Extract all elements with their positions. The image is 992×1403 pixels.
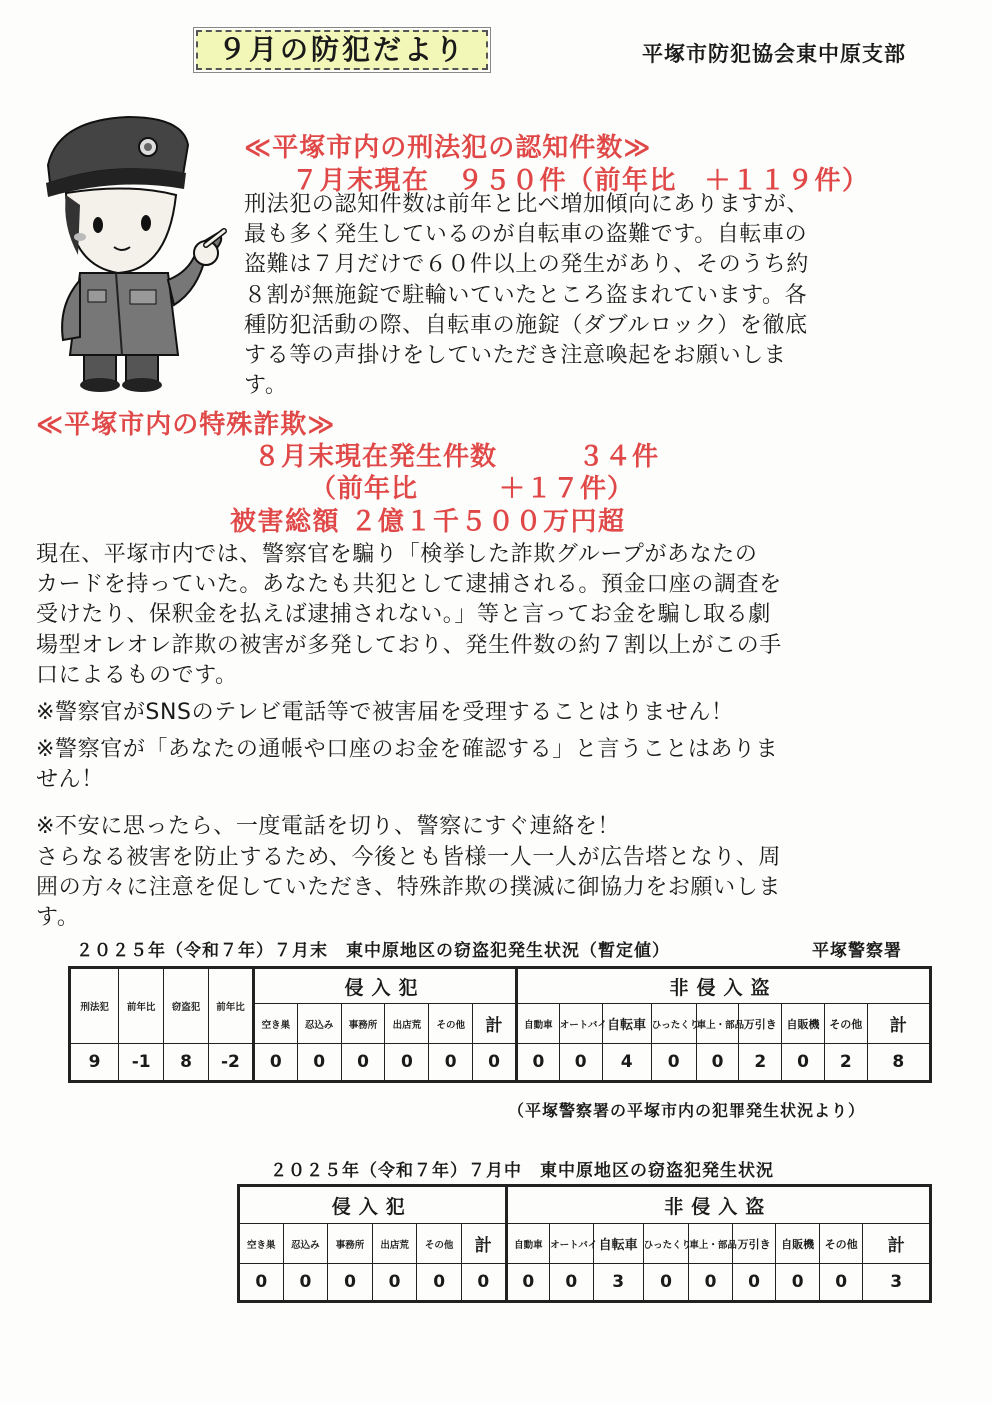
value-cell: 0 <box>689 1264 733 1302</box>
note-account: ※警察官が「あなたの通帳や口座のお金を確認する」と言うことはありま せん！ <box>36 737 779 793</box>
value-cell: 0 <box>506 1264 550 1302</box>
table1-footnote: （平塚警察署の平塚市内の犯罪発生状況より） <box>508 1101 866 1120</box>
value-cell: 0 <box>341 1044 385 1082</box>
group-header-non-intrusion: 非侵入盗 <box>516 968 930 1004</box>
header-cell: その他 <box>824 1004 867 1044</box>
paragraph-line: 最も多く発生しているのが自転車の盗難です。自転車の <box>244 222 808 248</box>
header-cell: 自動車 <box>516 1004 559 1044</box>
section1-status: ７月末現在 ９５０件（前年比 ＋１１９件） <box>292 166 870 196</box>
table2 <box>237 1184 932 1303</box>
value-cell: 0 <box>239 1264 284 1302</box>
paragraph-line: 現在、平塚市内では、警察官を騙り「検挙した詐欺グループがあなたの <box>36 542 758 567</box>
header-cell: その他 <box>429 1004 473 1044</box>
header-cell: 出店荒 <box>385 1004 429 1044</box>
header-cell: 前年比 <box>209 968 254 1044</box>
value-cell: 3 <box>593 1264 643 1302</box>
paragraph-line: 刑法犯の認知件数は前年と比べ増加傾向にありますが、 <box>244 192 810 217</box>
header-cell: 忍込み <box>283 1224 328 1264</box>
group-header-intrusion: 侵入犯 <box>239 1186 507 1224</box>
value-cell: 0 <box>473 1044 517 1082</box>
value-cell: 0 <box>516 1044 559 1082</box>
value-cell: 0 <box>696 1044 739 1082</box>
header-cell: 万引き <box>732 1224 776 1264</box>
paragraph-line: カードを持っていた。あなたも共犯として逮捕される。預金口座の調査を <box>36 572 782 598</box>
header-cell: 計 <box>461 1224 506 1264</box>
header-cell: その他 <box>819 1224 863 1264</box>
header-cell: 計 <box>867 1004 930 1044</box>
value-cell: 0 <box>643 1264 689 1302</box>
value-cell: 0 <box>819 1264 863 1302</box>
header-cell: 自動車 <box>506 1224 550 1264</box>
header-cell: 出店荒 <box>372 1224 417 1264</box>
section1-heading: ≪平塚市内の刑法犯の認知件数≫ <box>244 133 652 163</box>
section2-paragraph <box>36 540 782 691</box>
header-cell: 前年比 <box>119 968 164 1044</box>
header-cell: 車上・部品 <box>696 1004 739 1044</box>
fraud-damage-total: 被害総額 ２億１千５００万円超 <box>230 507 626 537</box>
header-cell: 空き巣 <box>239 1224 284 1264</box>
value-cell: -2 <box>209 1044 254 1082</box>
section1-paragraph <box>244 190 809 401</box>
header-cell: 自販機 <box>782 1004 825 1044</box>
value-cell: 0 <box>776 1264 820 1302</box>
group-header-intrusion: 侵入犯 <box>253 968 516 1004</box>
paragraph-line: 囲の方々に注意を促していただき、特殊詐欺の撲滅に御協力をお願いしま <box>36 875 781 901</box>
value-cell: 0 <box>429 1044 473 1082</box>
value-cell: 0 <box>559 1044 602 1082</box>
header-cell: 事務所 <box>328 1224 373 1264</box>
table1-title: ２０２５年（令和７年）７月末 東中原地区の窃盗犯発生状況（暫定値） <box>76 941 670 961</box>
header-cell: 事務所 <box>341 1004 385 1044</box>
paragraph-line: 種防犯活動の際、自転車の施錠（ダブルロック）を徹底 <box>244 312 808 338</box>
header-cell: オートバイ <box>559 1004 602 1044</box>
value-cell: 2 <box>739 1044 782 1082</box>
group-header-non-intrusion: 非侵入盗 <box>506 1186 930 1224</box>
fraud-count: ８月末現在発生件数 ３４件 <box>254 442 660 472</box>
value-cell: -1 <box>119 1044 164 1082</box>
paragraph-line: す。 <box>36 905 80 931</box>
note-hangup: ※不安に思ったら、一度電話を切り、警察にすぐ連絡を！ <box>36 814 621 839</box>
header-cell: 車上・部品 <box>689 1224 733 1264</box>
value-cell: 0 <box>283 1264 328 1302</box>
paragraph-line: す。 <box>244 373 288 399</box>
header-cell: 窃盗犯 <box>164 968 209 1044</box>
value-cell: 0 <box>417 1264 462 1302</box>
fraud-comparison: （前年比 ＋１７件） <box>310 474 635 504</box>
value-cell: 9 <box>70 1044 119 1082</box>
header-cell: 刑法犯 <box>70 968 119 1044</box>
value-cell: 0 <box>732 1264 776 1302</box>
value-cell: 8 <box>867 1044 930 1082</box>
value-cell: 2 <box>824 1044 867 1082</box>
paragraph-line: ８割が無施錠で駐輪いていたところ盗まれています。各 <box>244 282 808 308</box>
header-cell: 空き巣 <box>253 1004 297 1044</box>
value-cell: 8 <box>164 1044 209 1082</box>
value-cell: 0 <box>550 1264 594 1302</box>
paragraph-line: 受けたり、保釈金を払えば逮捕されない。」等と言ってお金を騙し取る劇 <box>36 602 771 628</box>
value-cell: 0 <box>253 1044 297 1082</box>
value-cell: 3 <box>863 1264 931 1302</box>
header-cell: 万引き <box>739 1004 782 1044</box>
closing-paragraph <box>36 843 781 934</box>
value-cell: 0 <box>651 1044 696 1082</box>
value-cell: 0 <box>385 1044 429 1082</box>
header-cell: 自販機 <box>776 1224 820 1264</box>
police-officer-icon <box>18 105 228 395</box>
header-cell: ひったくり <box>643 1224 689 1264</box>
paragraph-line: する等の声掛けをしていただき注意喚起をお願いしま <box>244 343 787 369</box>
header-cell: 自転車 <box>593 1224 643 1264</box>
value-cell: 0 <box>297 1044 341 1082</box>
table1 <box>68 966 932 1083</box>
value-cell: 0 <box>372 1264 417 1302</box>
value-cell: 0 <box>461 1264 506 1302</box>
header-cell: 計 <box>863 1224 931 1264</box>
paragraph-line: さらなる被害を防止するため、今後とも皆様一人一人が広告塔となり、周 <box>36 845 781 870</box>
header-cell: 自転車 <box>602 1004 651 1044</box>
table1-source: 平塚警察署 <box>812 941 902 961</box>
section2-heading: ≪平塚市内の特殊詐欺≫ <box>36 410 336 440</box>
header-cell: ひったくり <box>651 1004 696 1044</box>
newsletter-title: ９月の防犯だより <box>196 30 488 70</box>
paragraph-line: 場型オレオレ詐欺の被害が多発しており、発生件数の約７割以上がこの手 <box>36 632 782 658</box>
header-cell: 忍込み <box>297 1004 341 1044</box>
paragraph-line: 盗難は７月だけで６０件以上の発生があり、そのうち約 <box>244 252 810 278</box>
value-cell: 0 <box>328 1264 373 1302</box>
table2-title: ２０２５年（令和７年）７月中 東中原地区の窃盗犯発生状況 <box>270 1161 774 1181</box>
header-cell: 計 <box>473 1004 517 1044</box>
note-sns: ※警察官がSNSのテレビ電話等で被害届を受理することはりません！ <box>36 700 734 725</box>
header-cell: その他 <box>417 1224 462 1264</box>
value-cell: 0 <box>782 1044 825 1082</box>
paragraph-line: 口によるものです。 <box>36 662 238 688</box>
organization-name: 平塚市防犯協会東中原支部 <box>642 42 906 66</box>
header-cell: オートバイ <box>550 1224 594 1264</box>
value-cell: 4 <box>602 1044 651 1082</box>
